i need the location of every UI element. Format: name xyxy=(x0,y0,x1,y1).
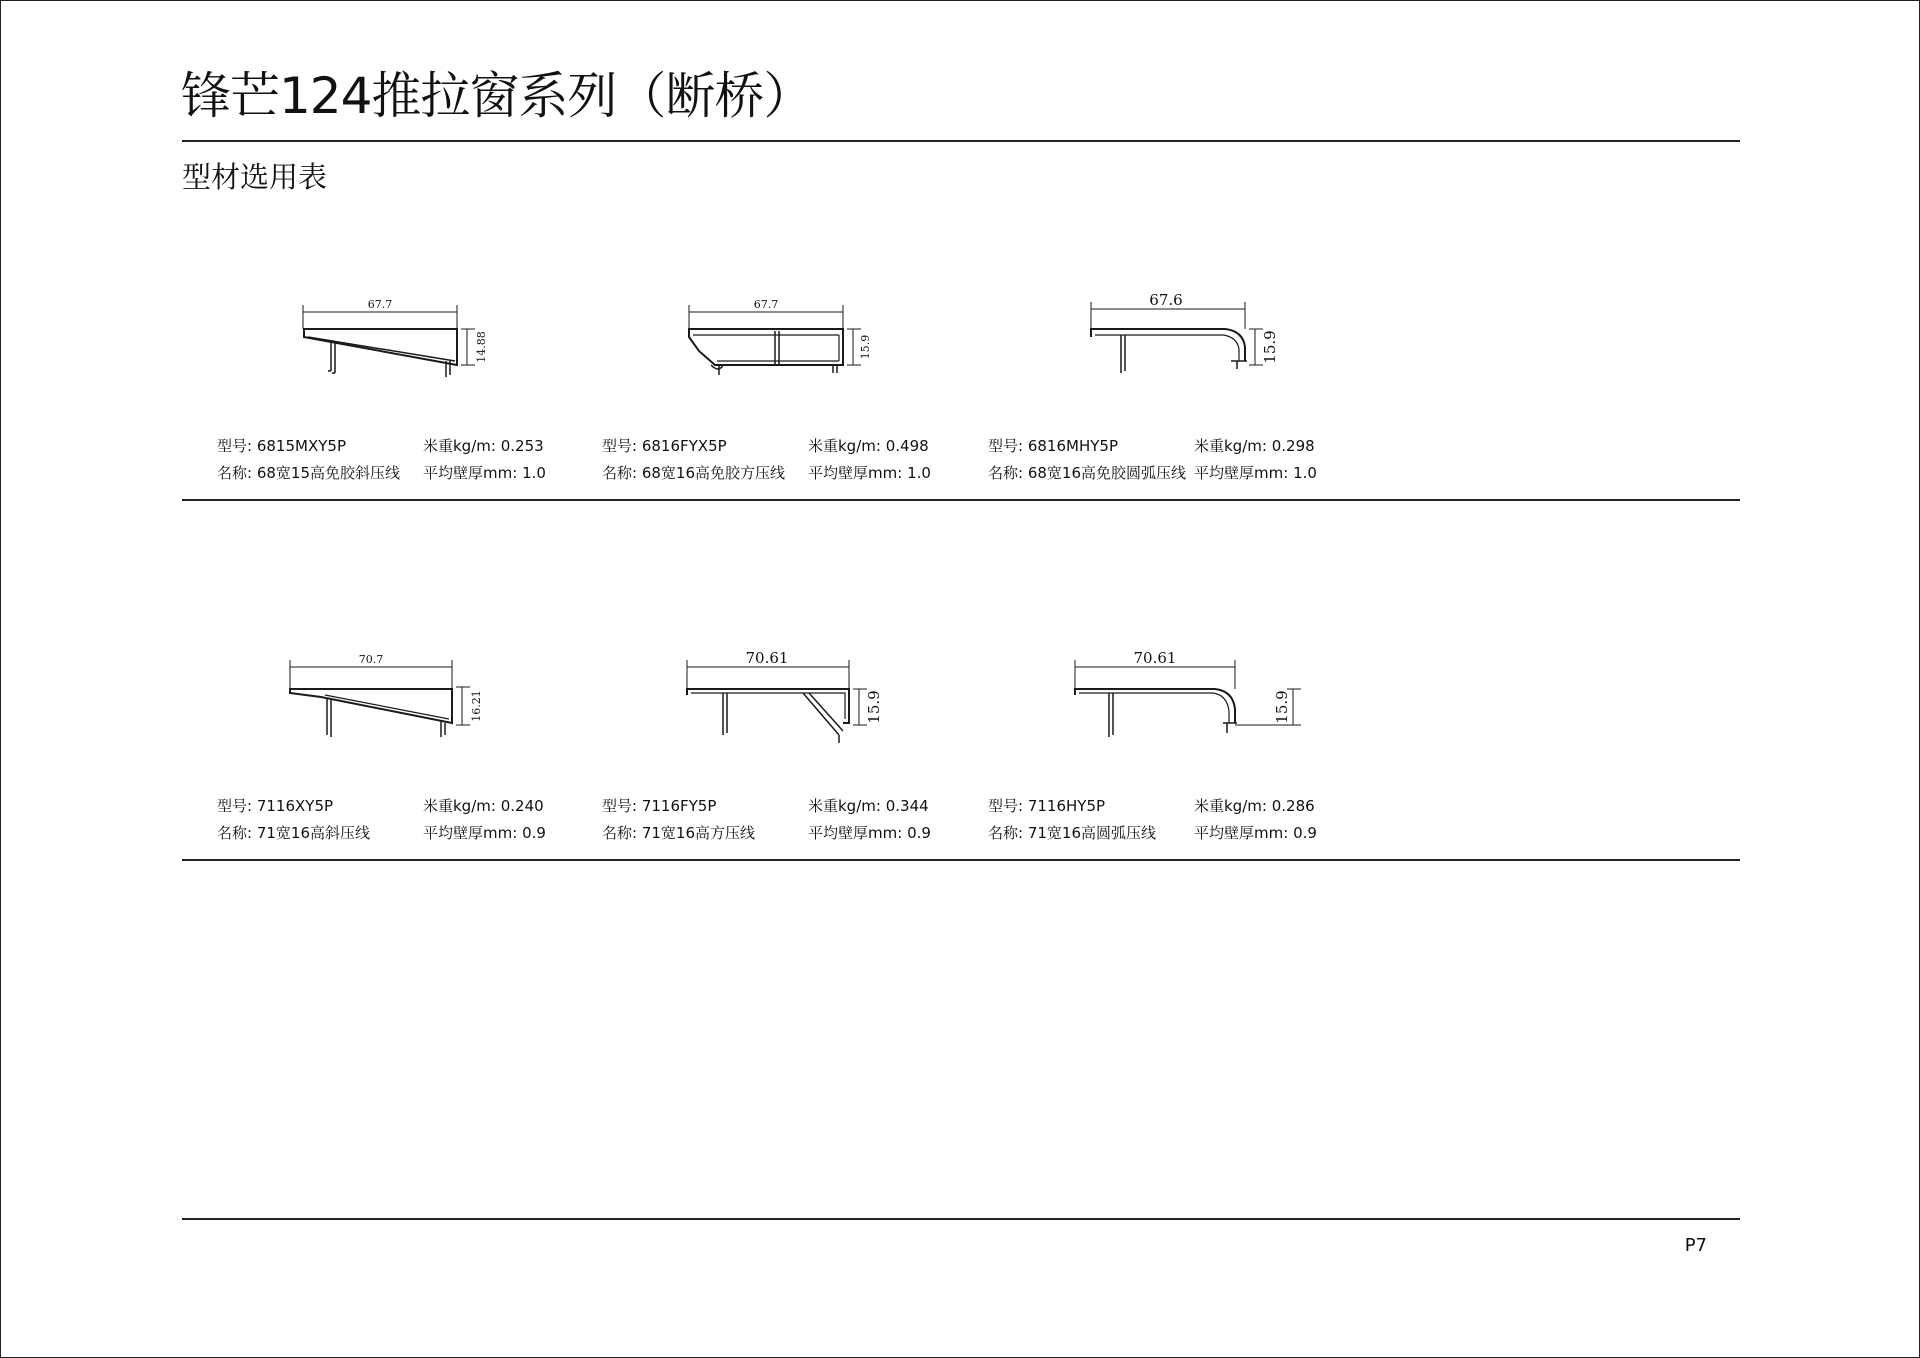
name-label: 名称: xyxy=(988,464,1024,482)
thickness-value: 0.9 xyxy=(522,824,546,842)
thickness-label: 平均壁厚mm: xyxy=(808,824,903,842)
weight-label: 米重kg/m: xyxy=(808,437,881,455)
page-title: 锋芒124推拉窗系列（断桥） xyxy=(181,67,813,125)
product-info-6816mhy5p xyxy=(988,433,1368,487)
name-label: 名称: xyxy=(217,824,253,842)
width-dimension-label: 67.6 xyxy=(1149,291,1183,309)
page-number: P7 xyxy=(1684,1235,1707,1256)
name-label: 名称: xyxy=(602,824,638,842)
weight-value: 0.286 xyxy=(1271,797,1315,815)
thickness-label: 平均壁厚mm: xyxy=(1194,824,1289,842)
height-dimension-label: 14.88 xyxy=(475,331,488,363)
model-label: 型号: xyxy=(988,437,1024,455)
model-value: 7116FY5P xyxy=(641,797,717,815)
weight-label: 米重kg/m: xyxy=(423,797,496,815)
profile-drawing-7116xy5p xyxy=(281,651,541,791)
height-dimension-label: 15.9 xyxy=(865,690,883,724)
section-subtitle: 型材选用表 xyxy=(182,160,328,194)
profile-drawing-7116fy5p xyxy=(681,651,941,791)
weight-value: 0.298 xyxy=(1271,437,1315,455)
profile-section xyxy=(689,329,843,375)
product-info-6816fyx5p xyxy=(602,433,982,487)
thickness-value: 1.0 xyxy=(522,464,546,482)
product-info-6815mxy5p xyxy=(217,433,597,487)
name-value: 68宽16高免胶圆弧压线 xyxy=(1027,464,1187,482)
name-label: 名称: xyxy=(988,824,1024,842)
weight-value: 0.253 xyxy=(500,437,544,455)
profile-drawing-6816fyx5p xyxy=(671,291,931,431)
model-value: 7116XY5P xyxy=(256,797,334,815)
model-value: 6816FYX5P xyxy=(641,437,727,455)
model-value: 7116HY5P xyxy=(1027,797,1106,815)
model-label: 型号: xyxy=(602,797,638,815)
weight-label: 米重kg/m: xyxy=(1194,797,1267,815)
thickness-label: 平均壁厚mm: xyxy=(1194,464,1289,482)
profile-section xyxy=(1075,689,1237,737)
name-value: 68宽16高免胶方压线 xyxy=(641,464,786,482)
name-value: 71宽16高圆弧压线 xyxy=(1027,824,1157,842)
width-dimension-label: 67.7 xyxy=(753,298,779,311)
profile-section xyxy=(1091,329,1247,373)
model-label: 型号: xyxy=(217,797,253,815)
weight-value: 0.240 xyxy=(500,797,544,815)
model-value: 6816MHY5P xyxy=(1027,437,1118,455)
row-divider-1 xyxy=(182,499,1740,501)
width-dimension-label: 67.7 xyxy=(367,298,393,311)
product-info-7116hy5p xyxy=(988,793,1368,847)
profile-section xyxy=(687,689,849,743)
width-dimension-label: 70.7 xyxy=(358,653,384,666)
thickness-label: 平均壁厚mm: xyxy=(423,464,518,482)
footer-divider xyxy=(182,1218,1740,1220)
width-dimension-label: 70.61 xyxy=(1133,649,1177,667)
name-value: 71宽16高斜压线 xyxy=(256,824,371,842)
weight-label: 米重kg/m: xyxy=(1194,437,1267,455)
height-dimension-label: 15.9 xyxy=(1261,330,1279,364)
thickness-label: 平均壁厚mm: xyxy=(423,824,518,842)
weight-label: 米重kg/m: xyxy=(423,437,496,455)
thickness-value: 1.0 xyxy=(907,464,931,482)
product-info-7116xy5p xyxy=(217,793,597,847)
model-label: 型号: xyxy=(602,437,638,455)
thickness-label: 平均壁厚mm: xyxy=(808,464,903,482)
model-label: 型号: xyxy=(217,437,253,455)
height-dimension-label: 15.9 xyxy=(1273,690,1291,724)
name-label: 名称: xyxy=(217,464,253,482)
height-dimension-label: 15.9 xyxy=(859,334,872,360)
height-dimension-label: 16.21 xyxy=(470,690,483,722)
model-label: 型号: xyxy=(988,797,1024,815)
weight-value: 0.498 xyxy=(885,437,929,455)
title-divider xyxy=(182,140,1740,142)
name-value: 68宽15高免胶斜压线 xyxy=(256,464,401,482)
dimension-lines xyxy=(303,305,475,365)
profile-drawing-6815mxy5p xyxy=(291,291,551,431)
profile-section xyxy=(304,329,457,377)
profile-drawing-6816mhy5p xyxy=(1081,291,1341,431)
width-dimension-label: 70.61 xyxy=(745,649,789,667)
weight-label: 米重kg/m: xyxy=(808,797,881,815)
profile-drawing-7116hy5p xyxy=(1067,651,1327,791)
thickness-value: 0.9 xyxy=(1293,824,1317,842)
weight-value: 0.344 xyxy=(885,797,929,815)
row-divider-2 xyxy=(182,859,1740,861)
model-value: 6815MXY5P xyxy=(256,437,346,455)
product-info-7116fy5p xyxy=(602,793,982,847)
name-value: 71宽16高方压线 xyxy=(641,824,756,842)
thickness-value: 0.9 xyxy=(907,824,931,842)
name-label: 名称: xyxy=(602,464,638,482)
dimension-lines xyxy=(290,660,470,725)
thickness-value: 1.0 xyxy=(1293,464,1317,482)
profile-section xyxy=(290,689,452,737)
